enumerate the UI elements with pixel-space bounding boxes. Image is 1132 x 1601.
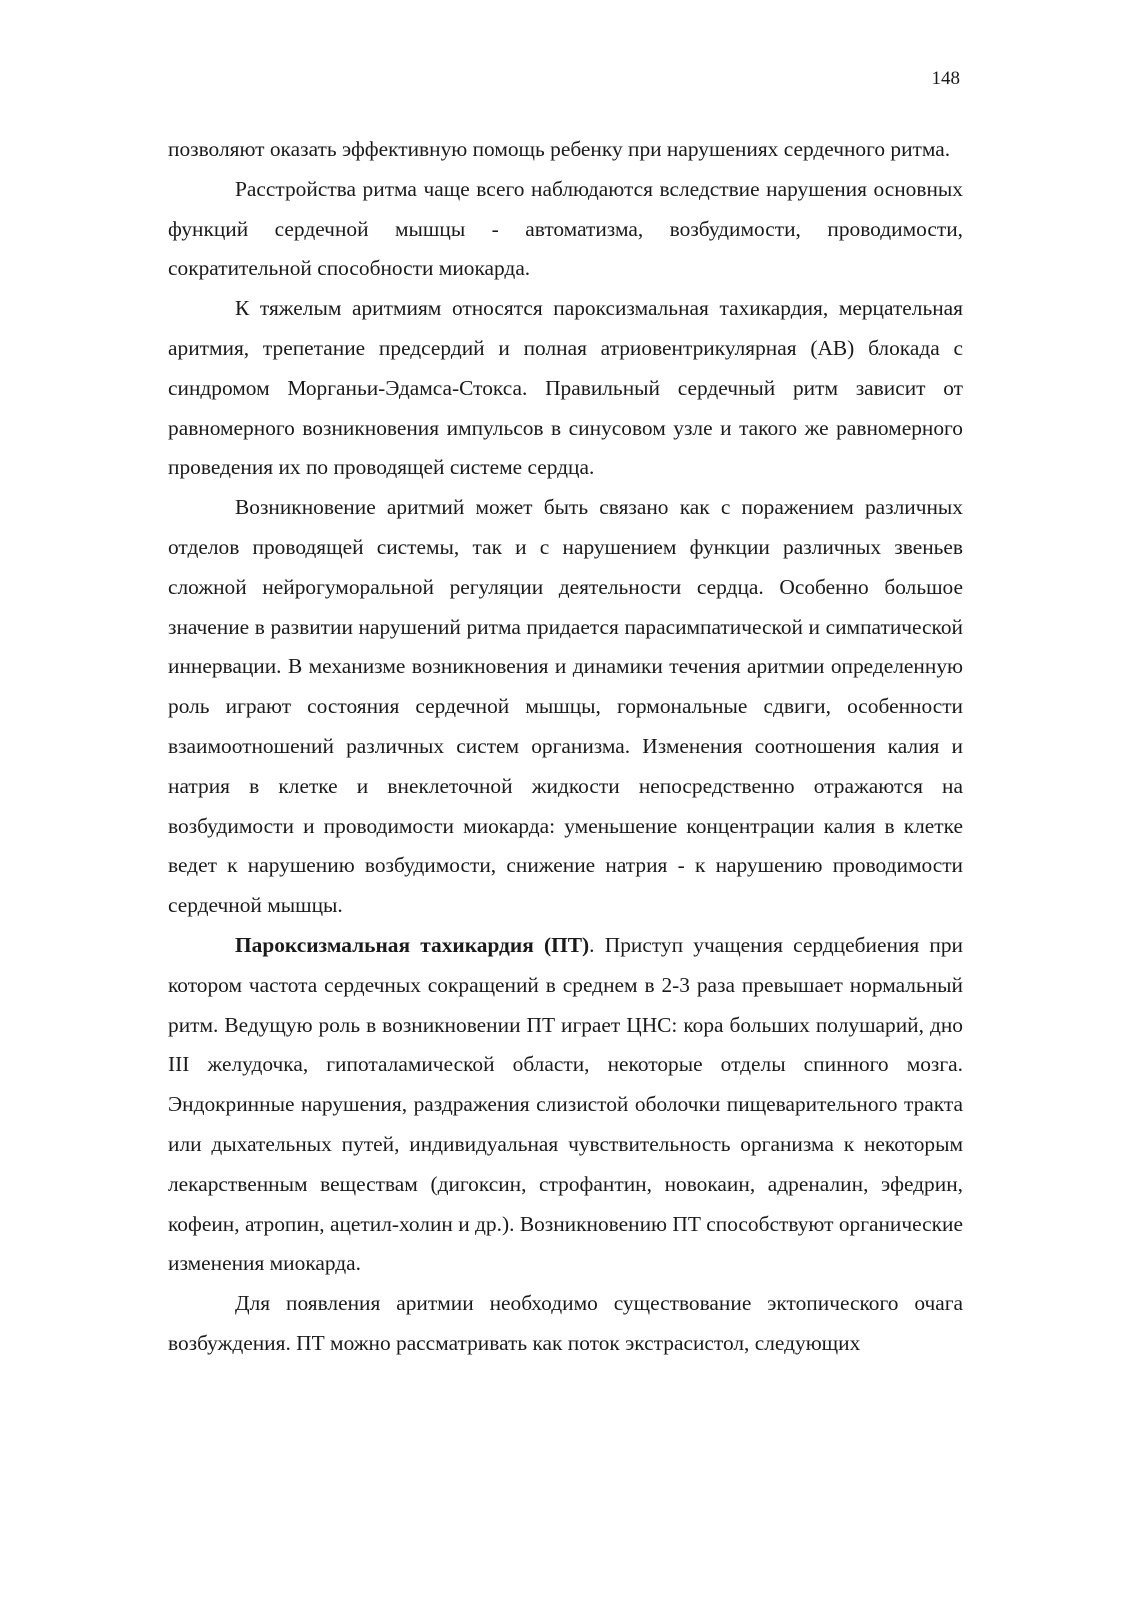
term-heading: Пароксизмальная тахикардия (ПТ) bbox=[235, 932, 590, 957]
body-text bbox=[168, 130, 963, 1364]
paragraph-severe-arrhythmias: К тяжелым аритмиям относятся пароксизмальная тахикардия, мерцательная аритмия, трепетание предсердий и полная атриовентрикулярная (АВ) блокада с синдромом Морганьи-Эдамса-Стокса. Правильный сердечный ритм зависит от равномерного возникновения импульсов в синусовом узле и такого же равномерного проведения их по проводящей системе сердца. bbox=[168, 296, 963, 480]
paragraph-body: . Приступ учащения сердцебиения при котором частота сердечных сокращений в среднем в 2-3 раза превышает нормальный ритм. Ведущую роль в возникновении ПТ играет ЦНС: кора больших полушарий, дно III желудочка, гипоталамической области, некоторые отделы спинного мозга. Эндокринные нарушения, раздражения слизистой оболочки пищеварительного тракта или дыхательных путей, индивидуальная чувствительность организма к некоторым лекарственным веществам (дигоксин, строфантин, новокаин, адреналин, эфедрин, кофеин, атропин, ацетил-холин и др.). Возникновению ПТ способствуют органические изменения миокарда. bbox=[168, 932, 963, 1276]
paragraph-continuation: позволяют оказать эффективную помощь ребенку при нарушениях сердечного ритма. bbox=[168, 137, 951, 161]
paragraph-arrhythmia-causes: Возникновение аритмий может быть связано как с поражением различных отделов проводящей системы, так и с нарушением функции различных звеньев сложной нейрогуморальной регуляции деятельности сердца. Особенно большое значение в развитии нарушений ритма придается парасимпатической и симпатической иннервации. В механизме возникновения и динамики течения аритмии определенную роль играют состояния сердечной мышцы, гормональные сдвиги, особенности взаимоотношений различных систем организма. Изменения соотношения калия и натрия в клетке и внеклеточной жидкости непосредственно отражаются на возбудимости и проводимости миокарда: уменьшение концентрации калия в клетке ведет к нарушению возбудимости, снижение натрия - к нарушению проводимости сердечной мышцы. bbox=[168, 495, 963, 918]
page-number: 148 bbox=[931, 68, 960, 89]
paragraph-paroxysmal-tachycardia bbox=[168, 926, 963, 1284]
paragraph-rhythm-disorders: Расстройства ритма чаще всего наблюдаются вследствие нарушения основных функций сердечной мышцы - автоматизма, возбудимости, проводимости, сократительной способности миокарда. bbox=[168, 176, 963, 281]
paragraph-ectopic-focus: Для появления аритмии необходимо существование эктопического очага возбуждения. ПТ можно рассматривать как поток экстрасистол, следующих bbox=[168, 1291, 963, 1355]
